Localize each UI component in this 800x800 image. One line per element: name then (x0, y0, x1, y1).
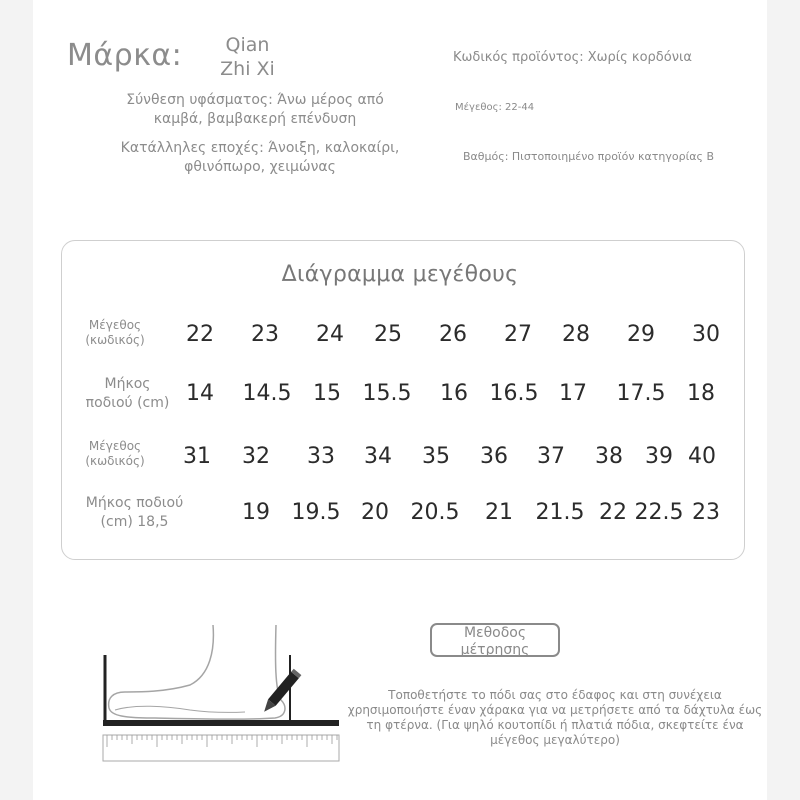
brand-value (200, 33, 295, 81)
size-cell: 33 (307, 444, 335, 469)
row-label-line: (κωδικός) (85, 454, 145, 468)
size-cell: 21 (485, 500, 513, 525)
size-cell: 15 (313, 381, 341, 406)
row-label-line: Μήκος (104, 376, 151, 392)
ruler (103, 735, 339, 761)
foot-outline (109, 625, 285, 719)
size-cell: 14.5 (242, 381, 292, 406)
size-row-4 (0, 500, 800, 530)
size-cell: 32 (242, 444, 270, 469)
size-cell: 20 (361, 500, 389, 525)
size-row-2 (0, 381, 800, 411)
size-cell: 30 (692, 322, 720, 347)
seasons-spec (95, 139, 425, 177)
seasons-spec-line-2: φθινόπωρο, χειμώνας (184, 159, 336, 175)
size-cell: 19.5 (291, 500, 341, 525)
size-row-3 (0, 444, 800, 474)
size-cell: 19 (242, 500, 270, 525)
size-cell: 26 (439, 322, 467, 347)
size-cell: 28 (562, 322, 590, 347)
size-cell: 22.5 (634, 500, 684, 525)
size-range-spec: Μέγεθος: 22-44 (455, 102, 535, 113)
row-label-line: (κωδικός) (85, 333, 145, 347)
measurement-instruction: Τοποθετήστε το πόδι σας στο έδαφος και στη συνέχεια χρησιμοποιήστε έναν χάρακα για να μετρήσετε από τα δάχτυλα έως τη φτέρνα. (Για ψηλό κουτοπίδι ή πλατιά πόδια, σκεφτείτε ένα μέγεθος μεγαλύτερο) (347, 688, 763, 747)
size-cell: 22 (599, 500, 627, 525)
size-cell: 14 (186, 381, 214, 406)
fabric-spec-line-2: καμβά, βαμβακερή επένδυση (153, 111, 357, 127)
brand-value-line-2: Zhi Xi (220, 58, 275, 80)
size-row-1 (0, 322, 800, 352)
size-cell: 39 (645, 444, 673, 469)
product-code-spec: Κωδικός προϊόντος: Χωρίς κορδόνια (453, 50, 692, 65)
size-cell: 34 (364, 444, 392, 469)
row-label-line: (cm) 18,5 (100, 514, 169, 530)
size-cell: 15.5 (362, 381, 412, 406)
size-cell: 17 (559, 381, 587, 406)
method-button-line-1: Μεθοδος (463, 625, 527, 641)
size-cell: 29 (627, 322, 655, 347)
size-cell: 25 (374, 322, 402, 347)
size-cell: 21.5 (535, 500, 585, 525)
size-cell: 16.5 (489, 381, 539, 406)
seasons-spec-line-1: Κατάλληλες εποχές: Άνοιξη, καλοκαίρι, (120, 140, 400, 156)
floor-line (103, 720, 339, 726)
size-cell: 36 (480, 444, 508, 469)
size-cell: 23 (251, 322, 279, 347)
size-cell: 35 (422, 444, 450, 469)
fabric-spec-line-1: Σύνθεση υφάσματος: Άνω μέρος από (126, 92, 384, 108)
fabric-spec (95, 91, 415, 129)
measurement-method-button[interactable] (430, 623, 560, 657)
size-cell: 17.5 (616, 381, 666, 406)
foot-sole-line (115, 706, 245, 712)
size-cell: 40 (688, 444, 716, 469)
size-cell: 24 (316, 322, 344, 347)
row-label-line: ποδιού (cm) (85, 395, 170, 411)
row-label-line: Μέγεθος (88, 318, 142, 332)
brand-value-line-1: Qian (225, 34, 270, 56)
size-cell: 23 (692, 500, 720, 525)
pencil-icon (260, 669, 301, 715)
method-button-line-2: μέτρησης (460, 642, 530, 658)
size-cell: 22 (186, 322, 214, 347)
size-cell: 38 (595, 444, 623, 469)
foot-ruler-pencil-illustration (95, 620, 355, 770)
size-cell: 37 (537, 444, 565, 469)
brand-label: Μάρκα: (67, 38, 183, 73)
size-cell: 20.5 (410, 500, 460, 525)
size-cell: 16 (440, 381, 468, 406)
size-cell: 31 (183, 444, 211, 469)
grade-spec: Βαθμός: Πιστοποιημένο προϊόν κατηγορίας Β (463, 150, 715, 163)
row-label-line: Μέγεθος (88, 439, 142, 453)
size-cell: 27 (504, 322, 532, 347)
size-cell: 18 (687, 381, 715, 406)
row-label-line: Μήκος ποδιού (85, 495, 184, 511)
size-chart-title: Διάγραμμα μεγέθους (281, 262, 519, 287)
